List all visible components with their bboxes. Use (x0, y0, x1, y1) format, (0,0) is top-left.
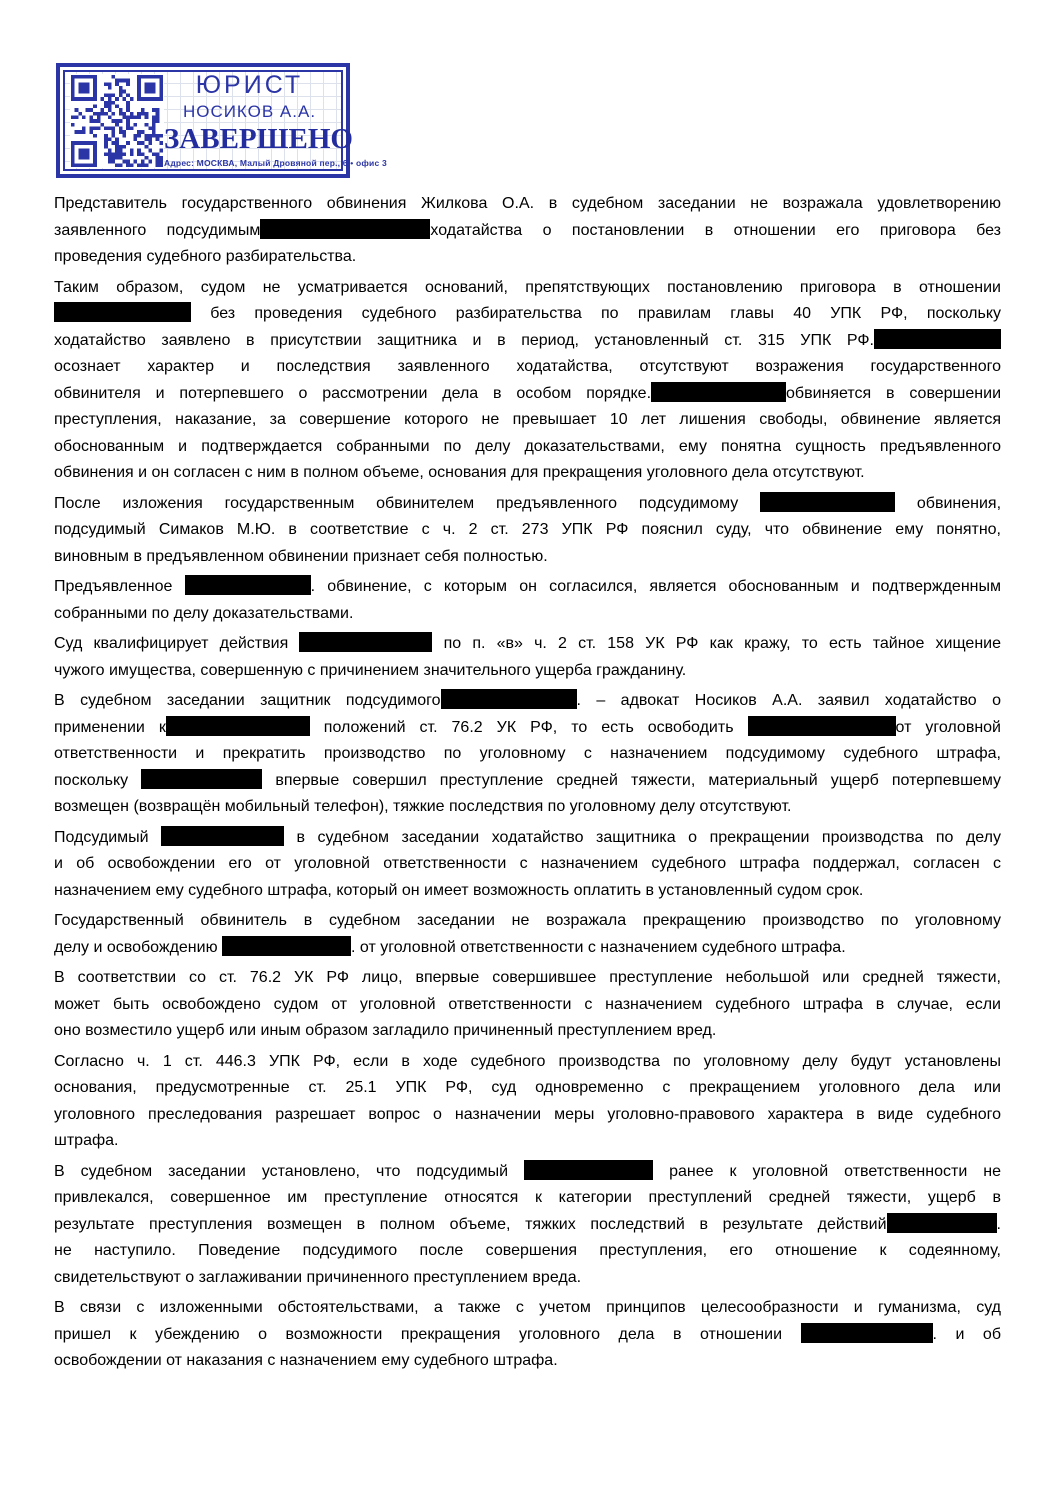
text-line: Суд квалифицирует действия по п. «в» ч. 2 ст. 158 УК РФ как кражу, то есть тайное хищение (54, 631, 1001, 658)
text-line: и об освобождении его от уголовной ответственности с назначением судебного штрафа поддержал, согласен с (54, 855, 1001, 872)
text-line: делу и освобождению . от уголовной ответственности с назначением судебного штрафа. (54, 935, 1001, 962)
stamp-address: Адрес: МОСКВА, Малый Дровяной пер., 6 • офис 3 (164, 158, 387, 169)
redaction-bar (260, 219, 430, 239)
redaction-bar (222, 936, 351, 956)
paragraph (54, 965, 1001, 1045)
text-line: результате преступления возмещен в полном объеме, тяжких последствий в результате действий . (54, 1212, 1001, 1239)
text-line: пришел к убеждению о возможности прекращения уголовного дела в отношении . и об (54, 1322, 1001, 1349)
redaction-bar (299, 632, 432, 652)
text-line: возмещен (возвращён мобильный телефон), тяжкие последствия по уголовному делу отсутствуют. (54, 798, 792, 815)
text-line: осознает характер и последствия заявленного ходатайства, отсутствуют возражения государственного (54, 358, 1001, 375)
paragraph (54, 825, 1001, 905)
text-line: основания, предусмотренные ст. 25.1 УПК РФ, суд одновременно с прекращением уголовного дела или (54, 1079, 1001, 1096)
stamp-text-block (164, 71, 387, 169)
text-line: собранными по делу доказательствами. (54, 604, 354, 622)
redaction-bar (441, 689, 577, 709)
text-line: уголовного преследования разрешает вопрос о назначении меры уголовно-правового характера в виде судебного (54, 1105, 1001, 1123)
redaction-bar (524, 1160, 653, 1180)
text-line: подсудимый Симаков М.Ю. в соответствие с ч. 2 ст. 273 УПК РФ пояснил суду, что обвинение ему понятно, (54, 521, 1001, 538)
text-line: назначением ему судебного штрафа, который он имеет возможность оплатить в установленный судом срок. (54, 881, 864, 899)
text-line: обвинения и он согласен с ним в полном объеме, основания для прекращения уголовного дела отсутствуют. (54, 464, 865, 481)
lawyer-stamp (56, 63, 387, 178)
paragraph (54, 631, 1001, 684)
text-line: применении к положений ст. 76.2 УК РФ, то есть освободить от уголовной (54, 715, 1001, 742)
text-line: штрафа. (54, 1132, 119, 1149)
text-line: ходатайство заявлено в присутствии защитника и в период, установленный ст. 315 УПК РФ. (54, 328, 1001, 355)
text-line: может быть освобождено судом от уголовной ответственности с назначением судебного штрафа в случае, если (54, 995, 1001, 1013)
text-line: преступления, наказание, за совершение которого не превышает 10 лет лишения свободы, обвинение является (54, 411, 1001, 428)
redaction-bar (801, 1323, 933, 1343)
paragraph (54, 574, 1001, 627)
stamp-inner-frame (63, 70, 387, 171)
text-line: обвинителя и потерпевшего о рассмотрении дела в особом порядке. обвиняется в совершении (54, 381, 1001, 408)
text-line: чужого имущества, совершенную с причинением значительного ущерба гражданину. (54, 661, 687, 679)
text-line: В связи с изложенными обстоятельствами, а также с учетом принципов целесообразности и гуманизма, суд (54, 1299, 1001, 1316)
text-line: Согласно ч. 1 ст. 446.3 УПК РФ, если в ходе судебного производства по уголовному делу будут установлены (54, 1052, 1001, 1070)
paragraph (54, 1159, 1001, 1292)
stamp-name: НОСИКОВ А.А. (182, 102, 317, 122)
text-line: без проведения судебного разбирательства по правилам главы 40 УПК РФ, поскольку (54, 301, 1001, 328)
redaction-bar (166, 716, 310, 736)
text-line: Подсудимый в судебном заседании ходатайство защитника о прекращении производства по делу (54, 825, 1001, 852)
text-line: заявленного подсудимым ходатайства о постановлении в отношении его приговора без (54, 218, 1001, 245)
text-line: освобождении от наказания с назначением ему судебного штрафа. (54, 1352, 558, 1369)
paragraph (54, 1049, 1001, 1155)
text-line: Представитель государственного обвинения Жилкова О.А. в судебном заседании не возражала удовлетворению (54, 195, 1001, 212)
text-line: обоснованным и подтверждается собранными по делу доказательствами, ему понятна сущность предъявленного (54, 437, 1001, 455)
redaction-bar (760, 492, 895, 512)
text-line: не наступило. Поведение подсудимого после совершения преступления, его отношение к содеянному, (54, 1242, 1001, 1259)
text-line: После изложения государственным обвинителем предъявленного подсудимому обвинения, (54, 491, 1001, 518)
text-line: оно возместило ущерб или иным образом загладило причиненный преступлением вред. (54, 1022, 717, 1039)
stamp-title: ЮРИСТ (195, 71, 304, 100)
paragraph (54, 275, 1001, 487)
qr-code-icon (70, 74, 164, 168)
text-line: свидетельствуют о заглаживании причиненного преступлением вреда. (54, 1268, 582, 1286)
redaction-bar (651, 382, 786, 402)
text-line: В судебном заседании установлено, что подсудимый ранее к уголовной ответственности не (54, 1159, 1001, 1186)
paragraph (54, 688, 1001, 821)
paragraph (54, 1295, 1001, 1375)
redaction-bar (874, 329, 1001, 349)
stamp-status: ЗАВЕРШЕНО (164, 123, 353, 156)
text-line: виновным в предъявленном обвинении признает себя полностью. (54, 547, 548, 565)
paragraph (54, 908, 1001, 961)
text-line: привлекался, совершенное им преступление относятся к категории преступлений средней тяжести, ущерб в (54, 1189, 1001, 1206)
text-line: проведения судебного разбирательства. (54, 248, 357, 265)
redaction-bar (748, 716, 896, 736)
text-line: В судебном заседании защитник подсудимого . – адвокат Носиков А.А. заявил ходатайство о (54, 688, 1001, 715)
text-line: В соответствии со ст. 76.2 УК РФ лицо, впервые совершившее преступление небольшой или средней тяжести, (54, 969, 1001, 986)
document-body (54, 191, 1001, 1379)
paragraph (54, 191, 1001, 271)
text-line: Таким образом, судом не усматривается оснований, препятствующих постановлению приговора в отношении (54, 278, 1001, 296)
redaction-bar (141, 769, 262, 789)
paragraph (54, 491, 1001, 571)
text-line: Предъявленное . обвинение, с которым он согласился, является обоснованным и подтвержденным (54, 574, 1001, 601)
redaction-bar (161, 826, 284, 846)
text-line: Государственный обвинитель в судебном заседании не возражала прекращению производство по уголовному (54, 912, 1001, 929)
redaction-bar (54, 302, 191, 322)
redaction-bar (887, 1213, 997, 1233)
redaction-bar (185, 575, 311, 595)
text-line: ответственности и прекратить производство по уголовному с назначением подсудимому судебного штрафа, (54, 745, 1001, 762)
text-line: поскольку впервые совершил преступление средней тяжести, материальный ущерб потерпевшему (54, 768, 1001, 795)
